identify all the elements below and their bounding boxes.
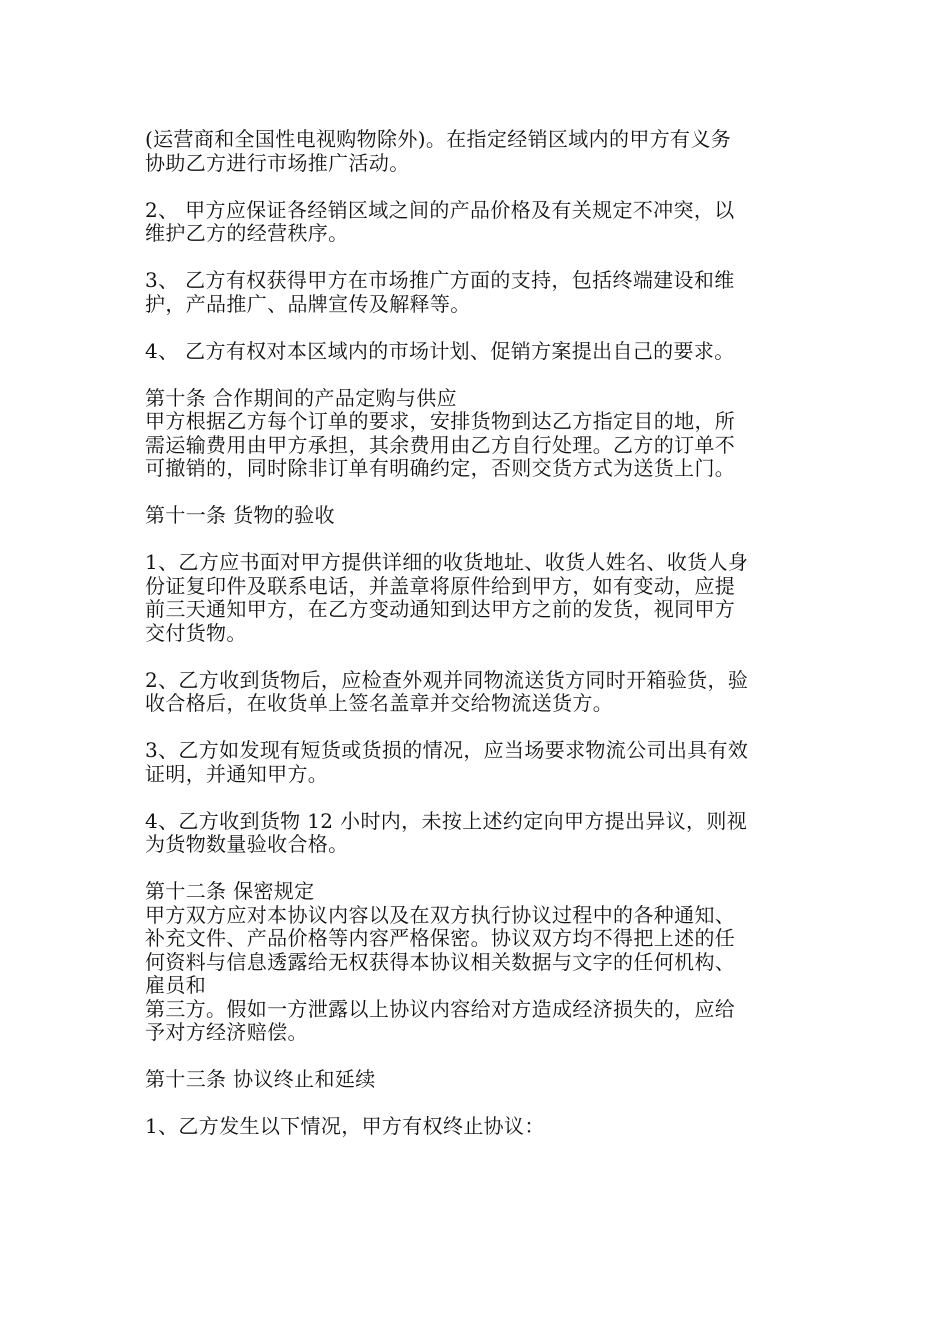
paragraph xyxy=(145,387,810,481)
text-line: 前三天通知甲方，在乙方变动通知到达甲方之前的发货，视同甲方 xyxy=(145,597,736,621)
paragraph-spacer xyxy=(145,246,810,270)
text-line: 证明，并通知甲方。 xyxy=(145,761,329,786)
paragraph-spacer xyxy=(145,645,810,669)
text-line: 予对方经济赔偿。 xyxy=(145,1020,308,1044)
text-line: 甲方根据乙方每个订单的要求，安排货物到达乙方指定目的地，所 xyxy=(145,409,736,433)
paragraph xyxy=(145,1115,810,1139)
text-line: 护，产品推广、品牌宣传及解释等。 xyxy=(145,291,471,316)
text-line: 为货物数量验收合格。 xyxy=(145,832,349,856)
paragraph xyxy=(145,880,810,1045)
document-body xyxy=(145,128,810,1139)
text-line: 协助乙方进行市场推广活动。 xyxy=(145,150,410,175)
text-line: 何资料与信息透露给无权获得本协议相关数据与文字的任何机构、 xyxy=(145,949,736,974)
paragraph xyxy=(145,1068,810,1092)
paragraph-spacer xyxy=(145,481,810,505)
paragraph-spacer xyxy=(145,786,810,810)
text-line: 第十二条 保密规定 xyxy=(145,879,315,903)
paragraph-spacer xyxy=(145,175,810,199)
text-line: 雇员和 xyxy=(145,973,207,997)
text-line: 需运输费用由甲方承担，其余费用由乙方自行处理。乙方的订单不 xyxy=(145,432,736,457)
text-line: 4、乙方收到货物 12 小时内，未按上述约定向甲方提出异议，则视 xyxy=(145,808,748,833)
text-line: 2、 甲方应保证各经销区域之间的产品价格及有关规定不冲突，以 xyxy=(145,197,735,222)
text-line: 交付货物。 xyxy=(145,620,247,645)
text-line: 第三方。假如一方泄露以上协议内容给对方造成经济损失的，应给 xyxy=(145,996,736,1021)
paragraph xyxy=(145,128,810,175)
paragraph-spacer xyxy=(145,363,810,387)
text-line: 1、乙方应书面对甲方提供详细的收货地址、收货人姓名、收货人身 xyxy=(145,550,749,574)
paragraph xyxy=(145,340,810,364)
text-line: 收合格后，在收货单上签名盖章并交给物流送货方。 xyxy=(145,691,614,715)
text-line: 份证复印件及联系电话，并盖章将原件给到甲方，如有变动，应提 xyxy=(145,573,736,598)
paragraph-spacer xyxy=(145,316,810,340)
text-line: 第十条 合作期间的产品定购与供应 xyxy=(145,385,457,410)
paragraph-spacer xyxy=(145,716,810,740)
paragraph xyxy=(145,739,810,786)
text-line: 3、乙方如发现有短货或货损的情况，应当场要求物流公司出具有效 xyxy=(145,738,749,762)
text-line: 甲方双方应对本协议内容以及在双方执行协议过程中的各种通知、 xyxy=(145,902,736,927)
paragraph-spacer xyxy=(145,528,810,552)
text-line: 可撤销的，同时除非订单有明确约定，否则交货方式为送货上门。 xyxy=(145,456,736,480)
text-line: 2、乙方收到货物后，应检查外观并同物流送货方同时开箱验货，验 xyxy=(145,667,749,692)
paragraph-spacer xyxy=(145,1092,810,1116)
text-line: 补充文件、产品价格等内容严格保密。协议双方均不得把上述的任 xyxy=(145,926,736,950)
text-line: 1、乙方发生以下情况，甲方有权终止协议： xyxy=(145,1114,545,1138)
text-line: (运营商和全国性电视购物除外)。在指定经销区域内的甲方有义务 xyxy=(145,127,732,151)
text-line: 4、 乙方有权对本区域内的市场计划、促销方案提出自己的要求。 xyxy=(145,338,735,363)
paragraph xyxy=(145,269,810,316)
text-line: 第十三条 协议终止和延续 xyxy=(145,1067,376,1091)
paragraph xyxy=(145,504,810,528)
paragraph-spacer xyxy=(145,857,810,881)
text-line: 维护乙方的经营秩序。 xyxy=(145,221,349,245)
paragraph xyxy=(145,669,810,716)
text-line: 3、 乙方有权获得甲方在市场推广方面的支持，包括终端建设和维 xyxy=(145,268,735,292)
text-line: 第十一条 货物的验收 xyxy=(145,503,335,527)
paragraph xyxy=(145,551,810,645)
paragraph xyxy=(145,810,810,857)
paragraph-spacer xyxy=(145,1045,810,1069)
paragraph xyxy=(145,199,810,246)
